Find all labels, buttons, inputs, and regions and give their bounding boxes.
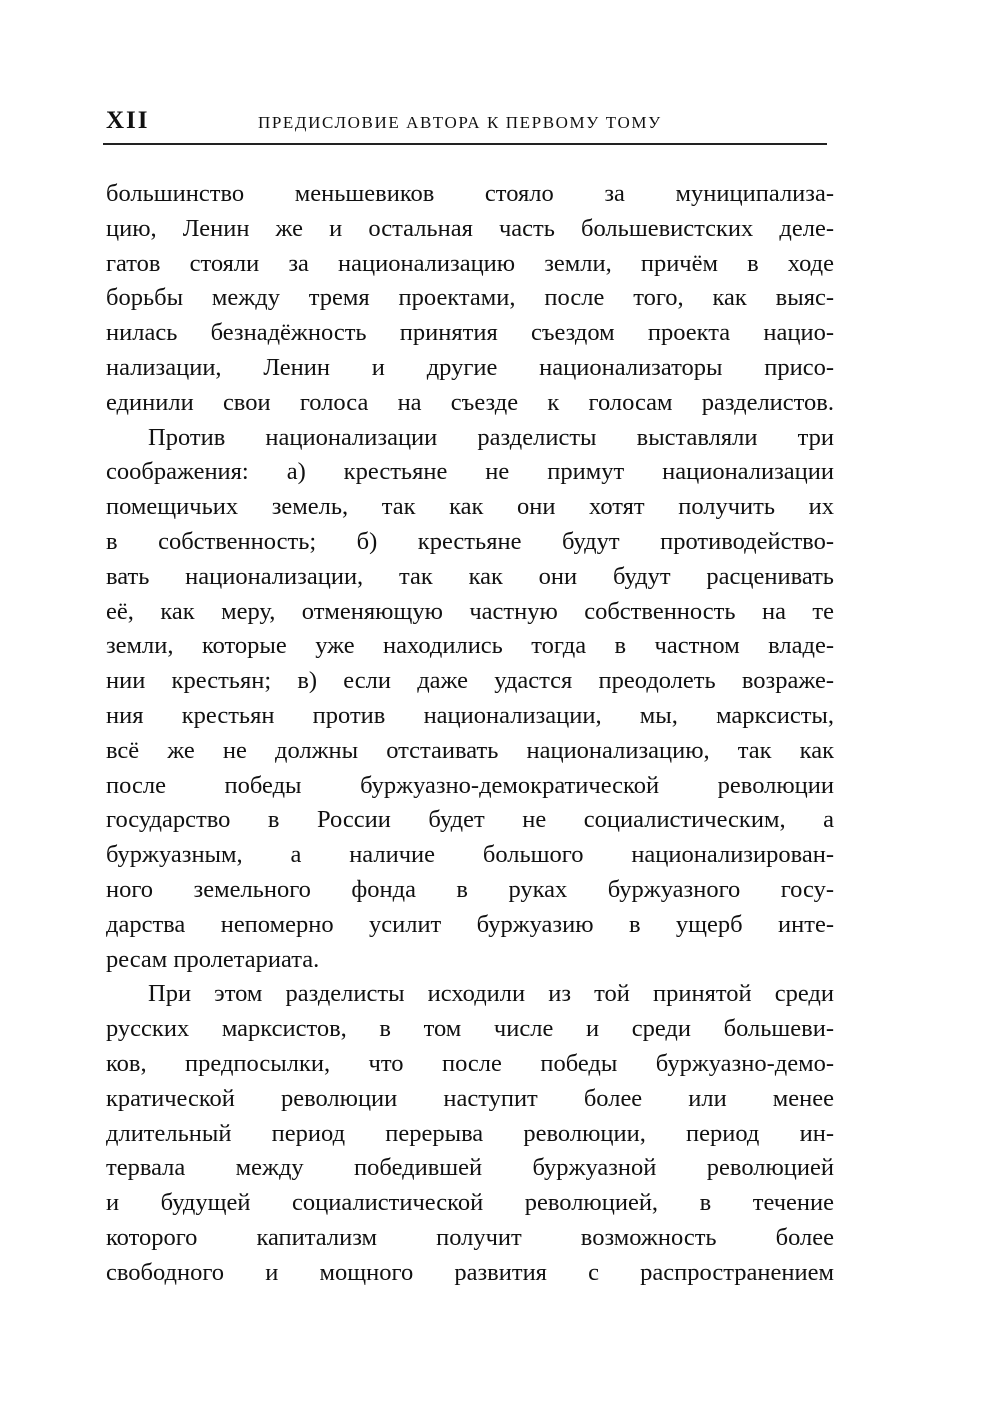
text-line: ного земельного фонда в руках буржуазного госу- xyxy=(106,875,834,903)
text-line: Против национализации разделисты выставляли три xyxy=(148,423,834,451)
text-line: единили свои голоса на съезде к голосам разделистов. xyxy=(106,388,834,416)
paragraph-2 xyxy=(106,421,834,978)
text-line: и будущей социалистической революцией, в течение xyxy=(106,1189,834,1217)
text-line: буржуазным, а наличие большого национализирован- xyxy=(106,841,834,869)
text-line: помещичьих земель, так как они хотят получить их xyxy=(106,493,834,521)
text-line: ков, предпосылки, что после победы буржуазно-демо- xyxy=(106,1049,834,1077)
text-line: ресам пролетариата. xyxy=(106,945,320,973)
text-line: в собственность; б) крестьяне будут противодейство- xyxy=(106,527,834,555)
text-line: кратической революции наступит более или менее xyxy=(106,1084,834,1112)
text-line: гатов стояли за национализацию земли, причём в ходе xyxy=(106,249,834,277)
text-line: соображения: а) крестьяне не примут национализации xyxy=(106,458,834,486)
paragraph-1 xyxy=(106,177,834,421)
text-line: всё же не должны отстаивать национализацию, так как xyxy=(106,736,834,764)
text-line: после победы буржуазно-демократической революции xyxy=(106,771,834,799)
text-line: земли, которые уже находились тогда в частном владе- xyxy=(106,632,834,660)
header-rule xyxy=(103,143,827,145)
text-line: борьбы между тремя проектами, после того, как выяс- xyxy=(106,284,834,312)
body-text xyxy=(106,177,834,1291)
paragraph-3 xyxy=(106,977,834,1290)
text-line: русских марксистов, в том числе и среди большеви- xyxy=(106,1015,834,1043)
text-line: тервала между победившей буржуазной революцией xyxy=(106,1154,834,1182)
page-header xyxy=(106,104,834,140)
text-line: цию, Ленин же и остальная часть большевистских деле- xyxy=(106,214,834,242)
text-line: государство в России будет не социалистическим, а xyxy=(106,806,834,834)
text-line: нилась безнадёжность принятия съездом проекта нацио- xyxy=(106,319,834,347)
text-line: вать национализации, так как они будут расценивать xyxy=(106,562,834,590)
text-line: её, как меру, отменяющую частную собственность на те xyxy=(106,597,834,625)
text-line: нализации, Ленин и другие национализаторы присо- xyxy=(106,353,834,381)
text-line: которого капитализм получит возможность более xyxy=(106,1223,834,1251)
text-line: длительный период перерыва революции, период ин- xyxy=(106,1119,834,1147)
page-number: XII xyxy=(106,107,150,134)
text-line: ния крестьян против национализации, мы, марксисты, xyxy=(106,701,834,729)
text-line: нии крестьян; в) если даже удастся преодолеть возраже- xyxy=(106,667,834,695)
text-line: При этом разделисты исходили из той принятой среди xyxy=(148,980,834,1008)
running-title: ПРЕДИСЛОВИЕ АВТОРА К ПЕРВОМУ ТОМУ xyxy=(258,113,662,132)
text-line: большинство меньшевиков стояло за муниципализа- xyxy=(106,180,834,207)
text-line: свободного и мощного развития с распространением xyxy=(106,1258,834,1286)
text-line: дарства непомерно усилит буржуазию в ущерб инте- xyxy=(106,910,834,938)
